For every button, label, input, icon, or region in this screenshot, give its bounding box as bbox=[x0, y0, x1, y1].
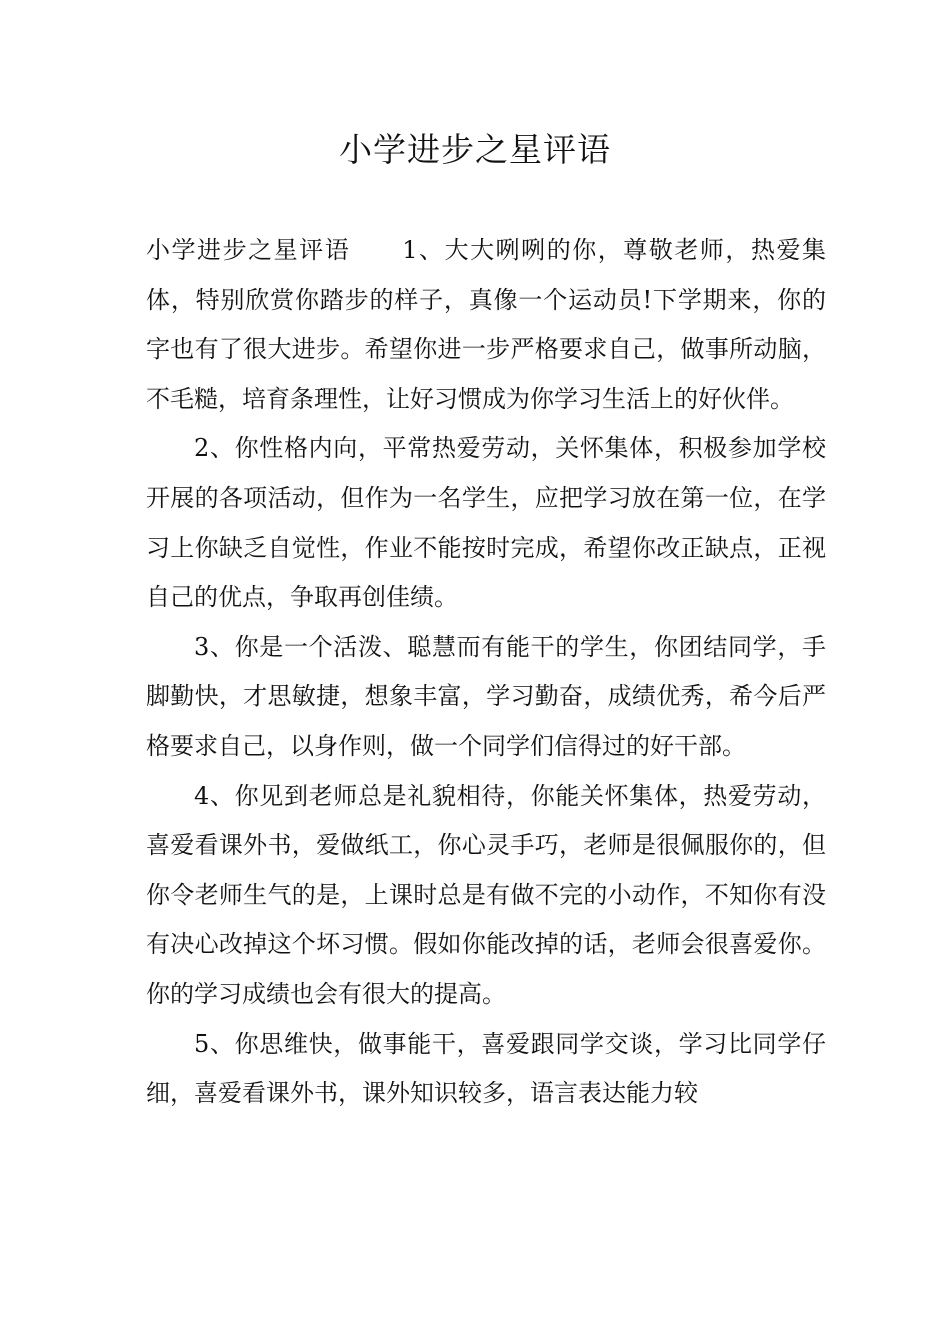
document-body bbox=[146, 226, 826, 1119]
document-title: 小学进步之星评语 bbox=[339, 130, 611, 169]
paragraph-5: 5、你思维快，做事能干，喜爱跟同学交谈，学习比同学仔细，喜爱看课外书，课外知识较多，语言表达能力较 bbox=[146, 1029, 826, 1108]
paragraph-4: 4、你见到老师总是礼貌相待，你能关怀集体，热爱劳动，喜爱看课外书，爱做纸工，你心灵手巧，老师是很佩服你的，但你令老师生气的是，上课时总是有做不完的小动作，不知你有没有决心改掉这个坏习惯。假如你能改掉的话，老师会很喜爱你。你的学习成绩也会有很大的提高。 bbox=[146, 781, 826, 1008]
paragraph-1-text: 1、大大咧咧的你，尊敬老师，热爱集体，特别欣赏你踏步的样子，真像一个运动员!下学期来，你的字也有了很大进步。希望你进一步严格要求自己，做事所动脑，不毛糙，培育条理性，让好习惯成为你学习生活上的好伙伴。 bbox=[146, 236, 826, 413]
paragraph-1 bbox=[146, 226, 826, 424]
paragraph-3: 3、你是一个活泼、聪慧而有能干的学生，你团结同学，手脚勤快，才思敏捷，想象丰富，学习勤奋，成绩优秀，希今后严格要求自己，以身作则，做一个同学们信得过的好干部。 bbox=[146, 632, 826, 760]
inline-title: 小学进步之星评语 bbox=[146, 236, 351, 264]
paragraph-2: 2、你性格内向，平常热爱劳动，关怀集体，积极参加学校开展的各项活动，但作为一名学生，应把学习放在第一位，在学习上你缺乏自觉性，作业不能按时完成，希望你改正缺点，正视自己的优点，争取再创佳绩。 bbox=[146, 434, 826, 612]
